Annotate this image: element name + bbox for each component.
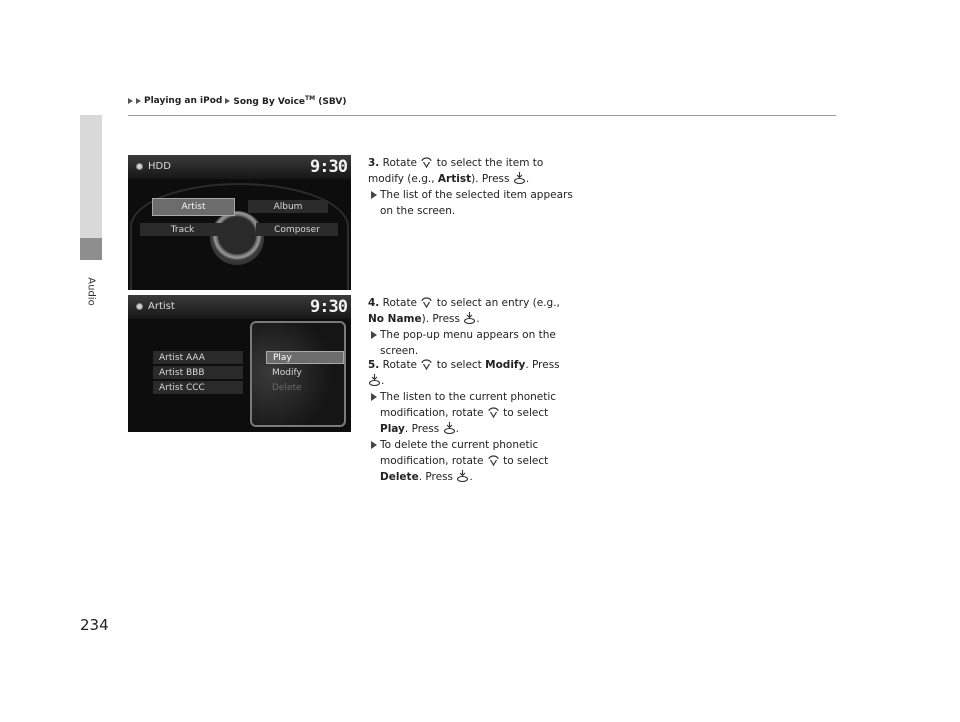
arrow-icon (371, 331, 377, 339)
screen-title: Artist (148, 301, 175, 312)
header-rule (128, 115, 836, 116)
arrow-icon (371, 393, 377, 401)
step-5 (368, 357, 573, 485)
option-composer[interactable]: Composer (256, 223, 338, 236)
navigation-screen-artist (128, 295, 351, 432)
side-tab-label: Audio (85, 276, 97, 306)
breadcrumb-item: Playing an iPod (144, 96, 223, 106)
breadcrumb-item: Song By Voice™ (SBV) (233, 95, 347, 107)
option-artist[interactable]: Artist (152, 198, 235, 216)
option-album[interactable]: Album (248, 200, 328, 213)
step-sub: To delete the current phonetic modification, rotate to select Delete. Press . (368, 437, 573, 485)
option-track[interactable]: Track (140, 223, 225, 236)
popup-item-modify[interactable]: Modify (272, 367, 302, 378)
step-3 (368, 155, 573, 219)
page-number: 234 (80, 616, 109, 634)
screen-header (128, 295, 351, 319)
popup-item-delete[interactable]: Delete (272, 382, 302, 393)
step-text: 3. Rotate to select the item to modify (e.g., Artist). Press . (368, 157, 544, 185)
interface-dial-rotate-icon (487, 454, 500, 466)
breadcrumb-arrow-icon (128, 98, 133, 104)
interface-dial-rotate-icon (420, 296, 433, 308)
interface-dial-graphic (210, 211, 264, 265)
arrow-icon (371, 441, 377, 449)
interface-dial-press-icon (443, 422, 456, 434)
interface-dial-rotate-icon (487, 406, 500, 418)
step-4 (368, 295, 573, 359)
interface-dial-press-icon (368, 374, 381, 386)
breadcrumb-arrow-icon (225, 98, 230, 104)
interface-dial-rotate-icon (420, 156, 433, 168)
interface-dial-press-icon (456, 470, 469, 482)
status-dot-icon (136, 303, 143, 310)
list-item[interactable]: Artist BBB (153, 366, 243, 379)
screen-clock: 9:30 (310, 297, 347, 317)
breadcrumb-arrow-icon (136, 98, 141, 104)
step-text: 5. Rotate to select Modify. Press . (368, 359, 560, 387)
interface-dial-press-icon (463, 312, 476, 324)
navigation-screen-hdd (128, 155, 351, 290)
arrow-icon (371, 191, 377, 199)
side-tab-marker (80, 238, 102, 260)
interface-dial-rotate-icon (420, 358, 433, 370)
interface-dial-press-icon (513, 172, 526, 184)
list-item[interactable]: Artist AAA (153, 351, 243, 364)
step-sub: The list of the selected item appears on the screen. (368, 187, 573, 219)
popup-item-play[interactable]: Play (266, 351, 344, 364)
breadcrumb (128, 95, 346, 107)
side-tab-bar (80, 115, 102, 238)
screen-header (128, 155, 351, 179)
list-item[interactable]: Artist CCC (153, 381, 243, 394)
screen-clock: 9:30 (310, 157, 347, 177)
step-sub: The listen to the current phonetic modification, rotate to select Play. Press . (368, 389, 573, 437)
status-dot-icon (136, 163, 143, 170)
popup-menu (250, 321, 346, 427)
screen-title: HDD (148, 161, 171, 172)
step-sub: The pop-up menu appears on the screen. (368, 327, 573, 359)
step-text: 4. Rotate to select an entry (e.g., No Name). Press . (368, 297, 560, 325)
